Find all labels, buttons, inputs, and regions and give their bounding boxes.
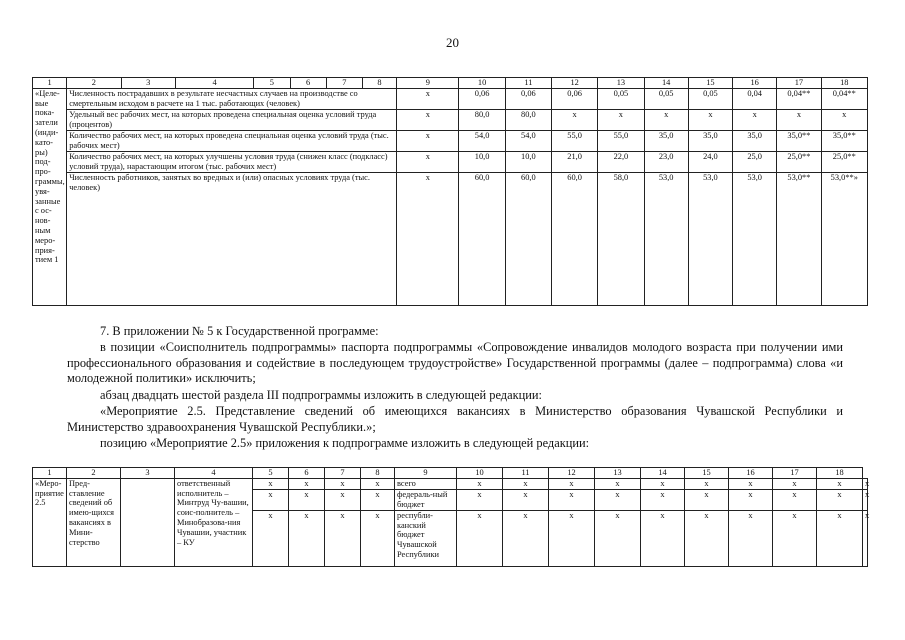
- value-cell: x: [397, 151, 459, 172]
- indicator-name: Численность работников, занятых во вредных и (или) опасных условиях труда (тыс. человек): [67, 172, 397, 305]
- value-cell: 80,0: [459, 109, 505, 130]
- amendment-paragraph: абзац двадцать шестой раздела III подпрограммы изложить в следующей редакции:: [100, 388, 542, 402]
- header-cell: 2: [67, 468, 121, 479]
- value-cell: 58,0: [598, 172, 644, 305]
- value-cell: x: [361, 489, 395, 510]
- header-cell: 7: [325, 468, 361, 479]
- value-cell: x: [773, 510, 817, 566]
- value-cell: x: [289, 478, 325, 489]
- header-cell: 15: [685, 468, 729, 479]
- value-cell: x: [253, 489, 289, 510]
- value-cell: 25,0**: [777, 151, 821, 172]
- value-cell: 23,0: [644, 151, 688, 172]
- value-cell: x: [817, 489, 863, 510]
- indicator-name: Удельный вес рабочих мест, на которых проведена специальная оценка условий труда (процентов): [67, 109, 397, 130]
- value-cell: x: [397, 109, 459, 130]
- value-cell: x: [773, 489, 817, 510]
- header-cell: 7: [326, 78, 362, 89]
- value-cell: x: [397, 172, 459, 305]
- measure-table: [32, 467, 868, 567]
- header-cell: 11: [505, 78, 551, 89]
- header-cell: 15: [688, 78, 732, 89]
- indicator-name: Численность пострадавших в результате несчастных случаев на производстве со смертельным исходом в расчете на 1 тыс. работающих (человек): [67, 88, 397, 109]
- header-cell: 17: [773, 468, 817, 479]
- header-cell: 12: [549, 468, 595, 479]
- value-cell: 53,0: [688, 172, 732, 305]
- value-cell: 54,0: [459, 130, 505, 151]
- header-cell: 9: [395, 468, 457, 479]
- indicators-side-label: «Целе-вые пока-затели (инди-като-ры) под-про-граммы, увя-занные с ос-нов-ным меро-прия-тием 1: [33, 88, 67, 305]
- value-cell: 25,0: [733, 151, 777, 172]
- header-cell: 4: [175, 468, 253, 479]
- header-cell: 13: [595, 468, 641, 479]
- table-header-row: [33, 78, 868, 89]
- header-cell: 6: [290, 78, 326, 89]
- value-cell: x: [595, 510, 641, 566]
- value-cell: 25,0**: [821, 151, 867, 172]
- value-cell: x: [773, 478, 817, 489]
- funding-source: федераль-ный бюджет: [395, 489, 457, 510]
- header-cell: 12: [552, 78, 598, 89]
- value-cell: 21,0: [552, 151, 598, 172]
- amendment-paragraph: в позиции «Соисполнитель подпрограммы» паспорта подпрограммы «Сопровождение инвалидов молодого возраста при получении ими профессионального образования и содействие в последующем трудоустройстве» Государственной программы (далее – подпрограмма) слова «и молодежной политики» исключить;: [67, 340, 843, 385]
- value-cell: 35,0**: [777, 130, 821, 151]
- value-cell: x: [253, 510, 289, 566]
- table-row: [33, 478, 868, 489]
- header-cell: 13: [598, 78, 644, 89]
- value-cell: x: [685, 489, 729, 510]
- header-cell: 16: [733, 78, 777, 89]
- measure-name: Пред-ставление сведений об имею-щихся вакансиях в Мини-стерство: [67, 478, 121, 566]
- value-cell: x: [688, 109, 732, 130]
- value-cell: x: [821, 109, 867, 130]
- measure-number: «Меро-приятие 2.5: [33, 478, 67, 566]
- value-cell: x: [289, 510, 325, 566]
- value-cell: 54,0: [505, 130, 551, 151]
- value-cell: 0,06: [505, 88, 551, 109]
- header-cell: 14: [641, 468, 685, 479]
- amendment-paragraph: позицию «Мероприятие 2.5» приложения к подпрограмме изложить в следующей редакции:: [100, 436, 590, 450]
- header-cell: 18: [817, 468, 863, 479]
- indicator-name: Количество рабочих мест, на которых улучшены условия труда (снижен класс (подкласс) условий труда), нарастающим итогом (тыс. рабочих мест): [67, 151, 397, 172]
- value-cell: 24,0: [688, 151, 732, 172]
- value-cell: x: [641, 510, 685, 566]
- header-cell: 8: [362, 78, 396, 89]
- value-cell: 0,05: [644, 88, 688, 109]
- indicator-name: Количество рабочих мест, на которых проведена специальная оценка условий труда (тыс. рабочих мест): [67, 130, 397, 151]
- value-cell: x: [325, 510, 361, 566]
- value-cell: 53,0**»: [821, 172, 867, 305]
- value-cell: x: [289, 489, 325, 510]
- measure-executors: ответственный исполнитель – Минтруд Чу-вашии, соис-полнитель – Минобразова-ния Чувашии, участник – КУ: [175, 478, 253, 566]
- table-row: [33, 88, 868, 109]
- value-cell: 10,0: [505, 151, 551, 172]
- table-header-row: [33, 468, 868, 479]
- value-cell: 60,0: [552, 172, 598, 305]
- value-cell: 0,06: [459, 88, 505, 109]
- value-cell: 10,0: [459, 151, 505, 172]
- header-cell: 10: [457, 468, 503, 479]
- value-cell: x: [457, 510, 503, 566]
- value-cell: x: [549, 510, 595, 566]
- table-row: [33, 109, 868, 130]
- value-cell: 53,0**: [777, 172, 821, 305]
- value-cell: 0,04: [733, 88, 777, 109]
- value-cell: 0,05: [688, 88, 732, 109]
- value-cell: x: [685, 510, 729, 566]
- value-cell: x: [729, 478, 773, 489]
- value-cell: x: [641, 478, 685, 489]
- header-cell: 3: [121, 468, 175, 479]
- table-row: [33, 151, 868, 172]
- value-cell: x: [361, 478, 395, 489]
- header-cell: 11: [503, 468, 549, 479]
- header-cell: 1: [33, 78, 67, 89]
- indicators-table: [32, 77, 868, 306]
- header-cell: 1: [33, 468, 67, 479]
- value-cell: x: [503, 478, 549, 489]
- value-cell: x: [457, 489, 503, 510]
- value-cell: x: [733, 109, 777, 130]
- header-cell: 10: [459, 78, 505, 89]
- header-cell: 5: [253, 468, 289, 479]
- value-cell: 53,0: [733, 172, 777, 305]
- value-cell: 80,0: [505, 109, 551, 130]
- value-cell: 55,0: [598, 130, 644, 151]
- value-cell: 60,0: [505, 172, 551, 305]
- value-cell: 35,0**: [821, 130, 867, 151]
- value-cell: x: [598, 109, 644, 130]
- value-cell: x: [595, 489, 641, 510]
- value-cell: 55,0: [552, 130, 598, 151]
- funding-source: всего: [395, 478, 457, 489]
- header-cell: 18: [821, 78, 867, 89]
- header-cell: 6: [289, 468, 325, 479]
- value-cell: 60,0: [459, 172, 505, 305]
- value-cell: 35,0: [688, 130, 732, 151]
- value-cell: 0,04**: [777, 88, 821, 109]
- header-cell: 4: [175, 78, 253, 89]
- header-cell: 3: [121, 78, 175, 89]
- value-cell: x: [549, 489, 595, 510]
- value-cell: 53,0: [644, 172, 688, 305]
- value-cell: 35,0: [644, 130, 688, 151]
- value-cell: x: [503, 489, 549, 510]
- value-cell: x: [777, 109, 821, 130]
- value-cell: 0,04**: [821, 88, 867, 109]
- value-cell: x: [552, 109, 598, 130]
- page-number: 20: [446, 35, 459, 50]
- table-row: [33, 130, 868, 151]
- header-cell: 2: [67, 78, 121, 89]
- header-cell: 17: [777, 78, 821, 89]
- value-cell: 22,0: [598, 151, 644, 172]
- value-cell: x: [325, 478, 361, 489]
- value-cell: x: [325, 489, 361, 510]
- header-cell: 14: [644, 78, 688, 89]
- value-cell: x: [817, 510, 863, 566]
- value-cell: x: [863, 478, 868, 489]
- value-cell: x: [457, 478, 503, 489]
- value-cell: x: [641, 489, 685, 510]
- amendment-item-heading: 7. В приложении № 5 к Государственной программе:: [100, 324, 379, 338]
- value-cell: x: [397, 88, 459, 109]
- value-cell: x: [685, 478, 729, 489]
- value-cell: x: [729, 489, 773, 510]
- table-row: [33, 172, 868, 305]
- header-cell: 9: [397, 78, 459, 89]
- value-cell: x: [817, 478, 863, 489]
- value-cell: x: [503, 510, 549, 566]
- value-cell: x: [863, 510, 868, 566]
- header-cell: 5: [254, 78, 290, 89]
- value-cell: x: [361, 510, 395, 566]
- empty-cell: [121, 478, 175, 566]
- value-cell: x: [253, 478, 289, 489]
- value-cell: 0,06: [552, 88, 598, 109]
- value-cell: x: [549, 478, 595, 489]
- value-cell: x: [863, 489, 868, 510]
- funding-source: республи-канский бюджет Чувашской Республики: [395, 510, 457, 566]
- value-cell: x: [644, 109, 688, 130]
- value-cell: x: [595, 478, 641, 489]
- value-cell: 35,0: [733, 130, 777, 151]
- value-cell: x: [397, 130, 459, 151]
- amendment-paragraph: «Мероприятие 2.5. Представление сведений об имеющихся вакансиях в Министерство образования Чувашской Республики и Министерство здравоохранения Чувашской Республики.»;: [67, 404, 843, 434]
- value-cell: x: [729, 510, 773, 566]
- value-cell: 0,05: [598, 88, 644, 109]
- header-cell: 16: [729, 468, 773, 479]
- header-cell: 8: [361, 468, 395, 479]
